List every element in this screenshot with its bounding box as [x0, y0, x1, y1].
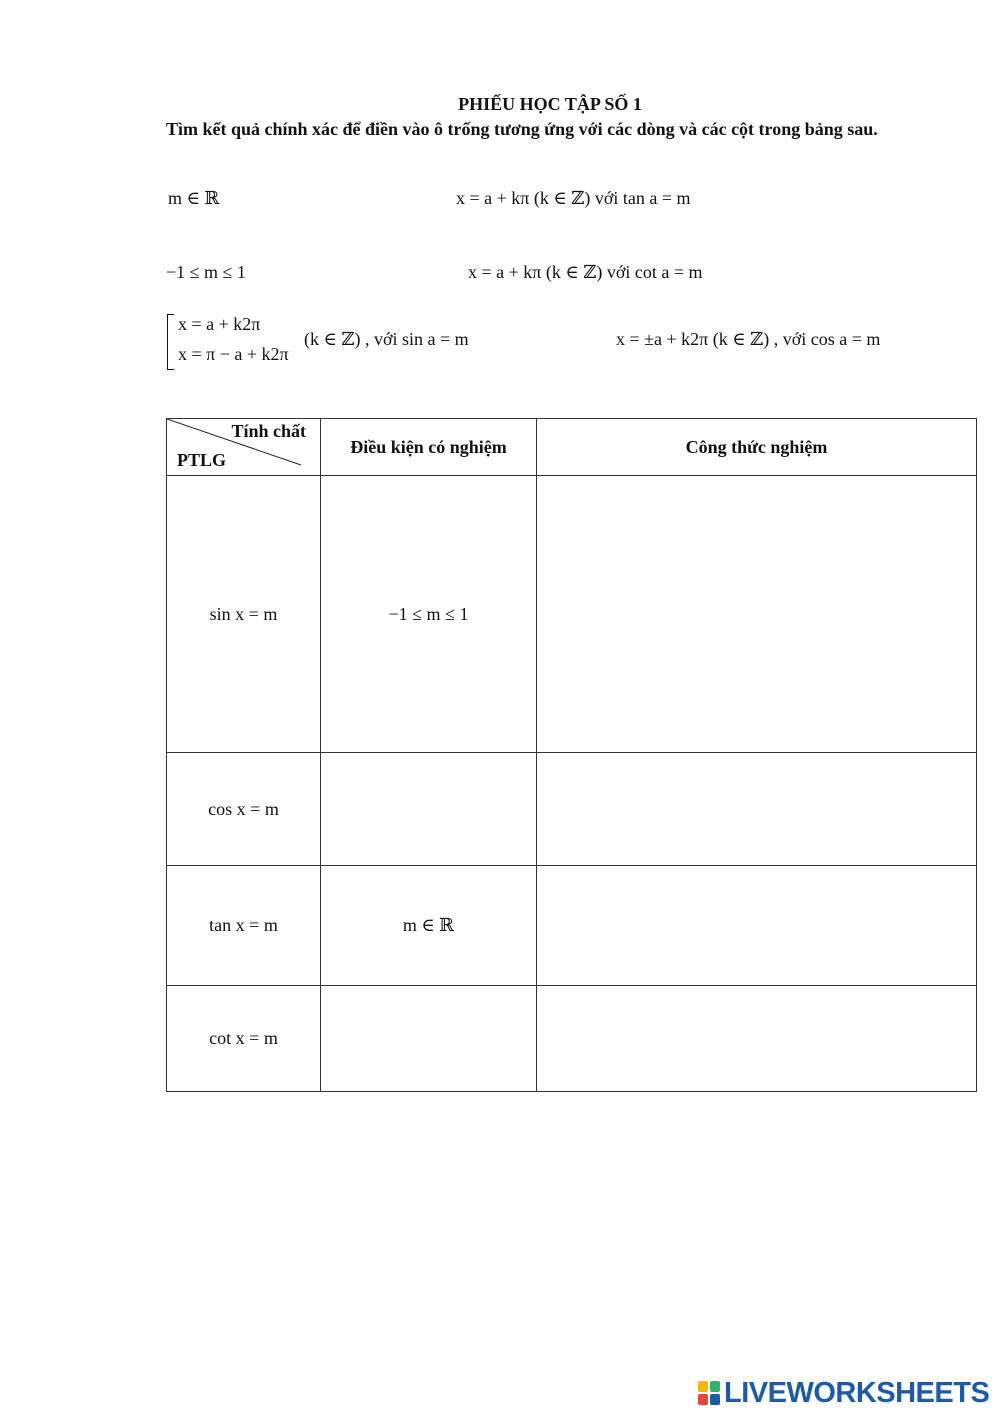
- page-title: PHIẾU HỌC TẬP SỐ 1: [458, 94, 642, 114]
- option-cot-formula[interactable]: x = a + kπ (k ∈ ℤ) với cot a = m: [468, 262, 703, 282]
- formula-cell-tan[interactable]: [537, 866, 977, 986]
- equation-sin: sin x = m: [167, 476, 321, 753]
- table-row: [167, 866, 977, 986]
- logo-square-2: [710, 1381, 720, 1392]
- formula-cell-sin[interactable]: [537, 476, 977, 753]
- logo-square-4: [710, 1394, 720, 1405]
- equation-cos: cos x = m: [167, 753, 321, 866]
- header-formula: Công thức nghiệm: [537, 419, 977, 476]
- solution-table: [166, 418, 977, 1092]
- header-property: Tính chất: [231, 421, 306, 441]
- table-row: [167, 476, 977, 753]
- option-range[interactable]: −1 ≤ m ≤ 1: [166, 262, 246, 282]
- table-row: [167, 986, 977, 1092]
- condition-cell-tan[interactable]: m ∈ ℝ: [321, 866, 537, 986]
- option-sin-tail[interactable]: (k ∈ ℤ) , với sin a = m: [304, 329, 469, 349]
- option-sin-line2[interactable]: x = π − a + k2π: [178, 344, 289, 364]
- condition-cell-sin[interactable]: −1 ≤ m ≤ 1: [321, 476, 537, 753]
- logo-icon: [698, 1381, 720, 1405]
- logo-square-3: [698, 1394, 708, 1405]
- formula-cell-cot[interactable]: [537, 986, 977, 1092]
- option-tan-formula[interactable]: x = a + kπ (k ∈ ℤ) với tan a = m: [456, 188, 691, 208]
- equation-cot: cot x = m: [167, 986, 321, 1092]
- table-row: [167, 753, 977, 866]
- option-m-in-R[interactable]: m ∈ ℝ: [168, 188, 220, 208]
- header-ptlg: PTLG: [177, 450, 227, 470]
- logo-text: LIVEWORKSHEETS: [724, 1376, 990, 1409]
- liveworksheets-logo: [698, 1376, 989, 1410]
- condition-cell-cos[interactable]: [321, 753, 537, 866]
- header-condition: Điều kiện có nghiệm: [321, 419, 537, 476]
- formula-cell-cos[interactable]: [537, 753, 977, 866]
- equation-tan: tan x = m: [167, 866, 321, 986]
- diagonal-header-cell: [167, 419, 321, 476]
- condition-cell-cot[interactable]: [321, 986, 537, 1092]
- left-bracket: [167, 314, 174, 370]
- header-row: [167, 419, 977, 476]
- instruction-text: Tìm kết quả chính xác để điền vào ô trống tương ứng với các dòng và các cột trong bảng sau.: [166, 119, 878, 139]
- logo-square-1: [698, 1381, 708, 1392]
- option-cos-formula[interactable]: x = ±a + k2π (k ∈ ℤ) , với cos a = m: [616, 329, 881, 349]
- option-sin-line1[interactable]: x = a + k2π: [178, 314, 261, 334]
